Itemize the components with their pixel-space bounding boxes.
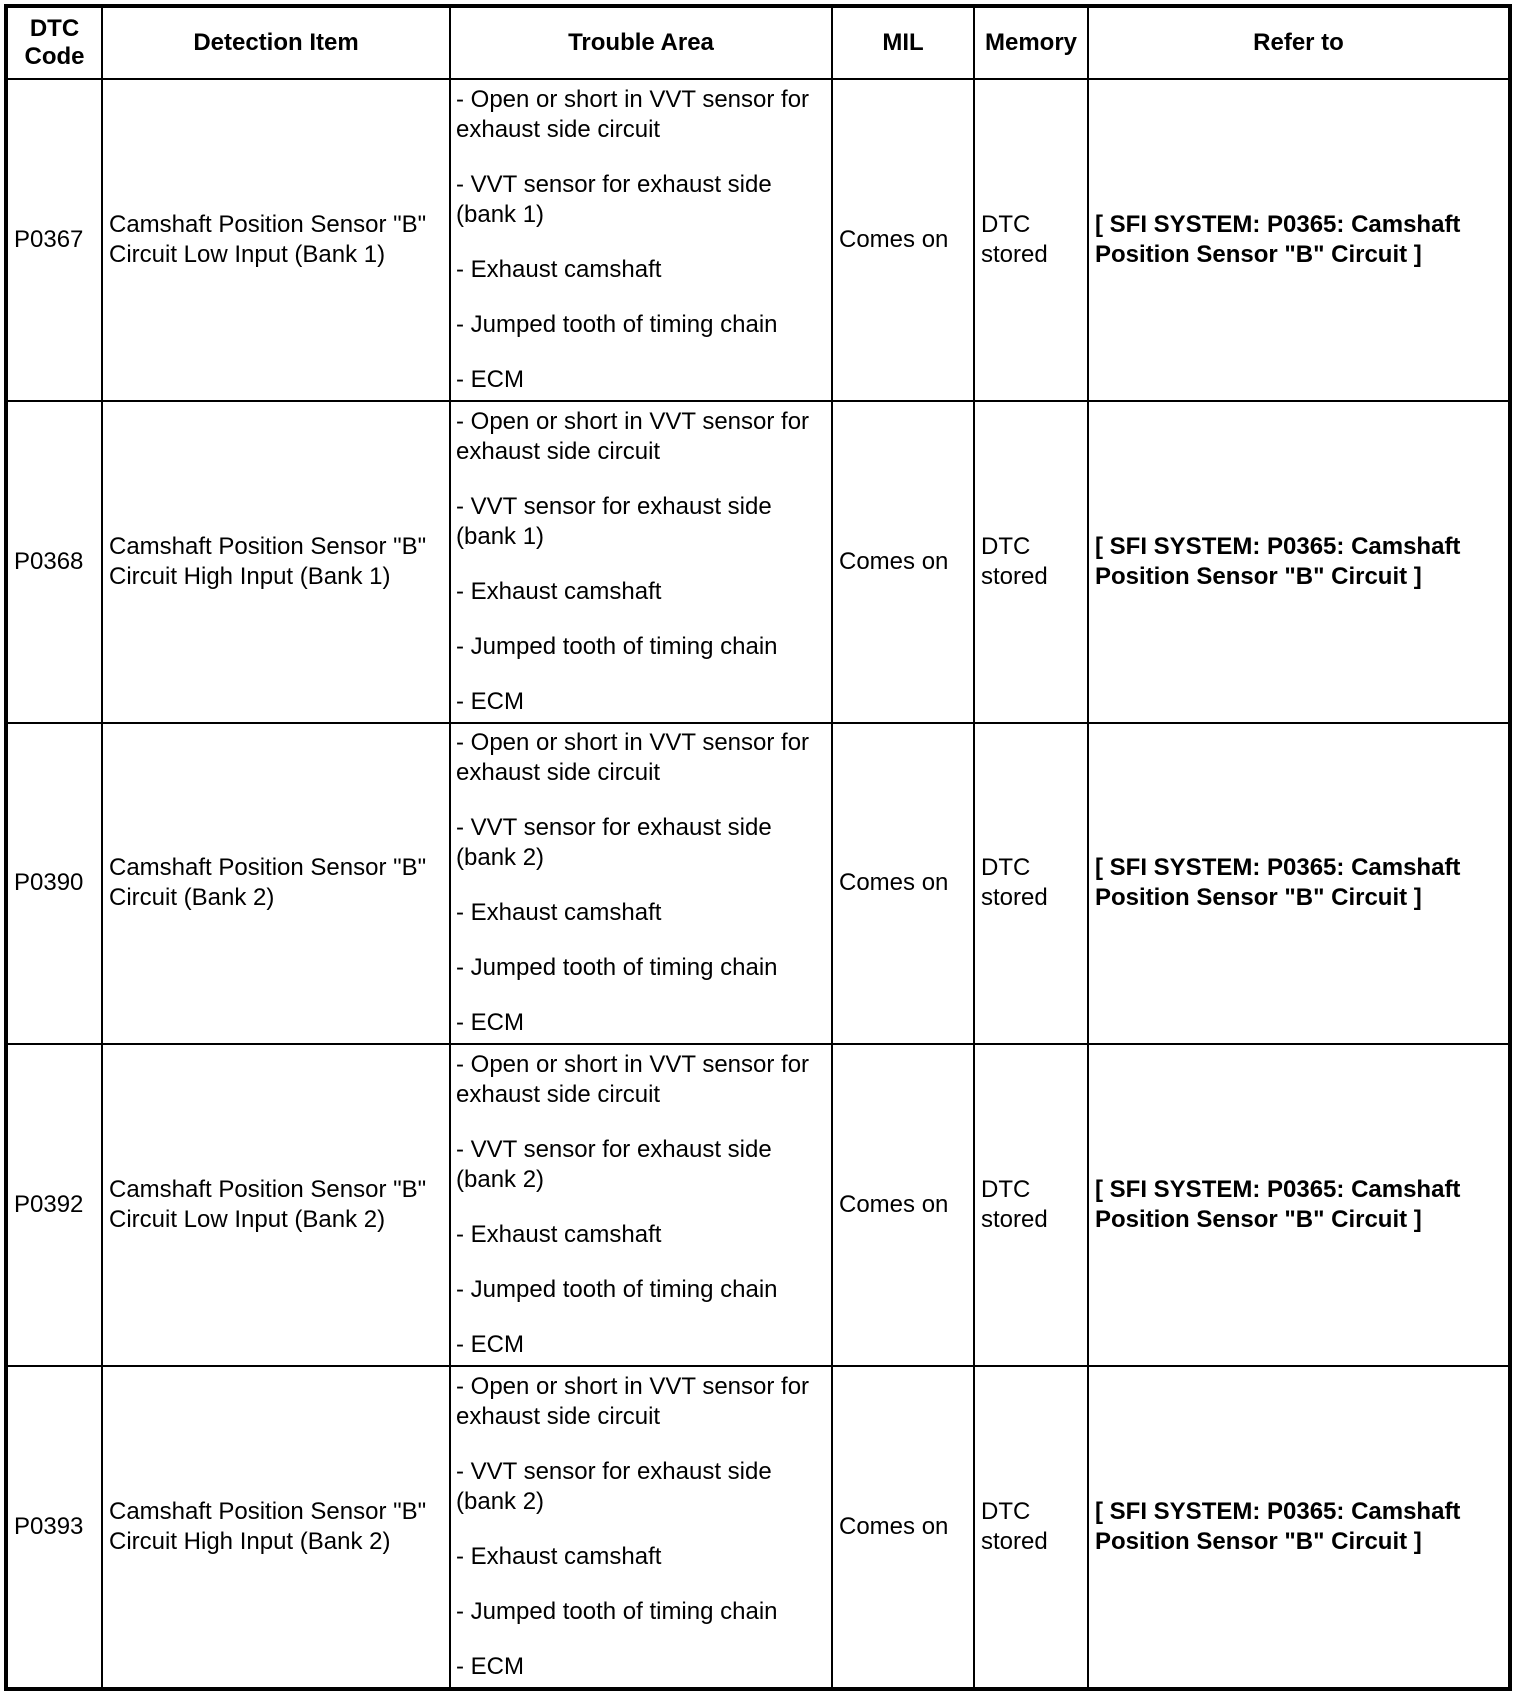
memory-cell: DTC stored [974,1044,1088,1366]
table-row [7,79,1509,401]
refer-to-link[interactable]: [ SFI SYSTEM: P0365: Camshaft Position Sensor "B" Circuit ] [1088,1366,1509,1688]
trouble-area-item: - Jumped tooth of timing chain [456,1598,778,1626]
dtc-code-cell: P0392 [7,1044,102,1366]
header-mil: MIL [832,7,974,79]
table-row [7,723,1509,1045]
trouble-area-item: - VVT sensor for exhaust side (bank 2) [456,1136,772,1194]
header-detection-item: Detection Item [102,7,450,79]
trouble-area-item: - Jumped tooth of timing chain [456,632,778,660]
header-dtc-code: DTC Code [7,7,102,79]
trouble-area-item: - VVT sensor for exhaust side (bank 2) [456,1458,772,1516]
table-row [7,1366,1509,1688]
trouble-area-item: - ECM [456,1331,524,1359]
memory-cell: DTC stored [974,79,1088,401]
dtc-code-cell: P0393 [7,1366,102,1688]
trouble-area-item: - VVT sensor for exhaust side (bank 1) [456,170,772,228]
trouble-area-item: - Exhaust camshaft [456,577,662,605]
trouble-area-item: - Open or short in VVT sensor for exhaust side circuit [456,85,810,143]
trouble-area-item: - ECM [456,687,524,715]
trouble-area-cell [450,723,832,1045]
trouble-area-cell [450,1366,832,1688]
trouble-area-item: - Jumped tooth of timing chain [456,1276,778,1304]
trouble-area-item: - Open or short in VVT sensor for exhaust side circuit [456,1373,810,1431]
memory-cell: DTC stored [974,401,1088,723]
dtc-code-cell: P0368 [7,401,102,723]
memory-cell: DTC stored [974,1366,1088,1688]
trouble-area-item: - ECM [456,1009,524,1037]
dtc-table [6,6,1510,1689]
trouble-area-cell [450,1044,832,1366]
table-row [7,1044,1509,1366]
header-refer-to: Refer to [1088,7,1509,79]
mil-cell: Comes on [832,1044,974,1366]
trouble-area-item: - Exhaust camshaft [456,1543,662,1571]
refer-to-link[interactable]: [ SFI SYSTEM: P0365: Camshaft Position Sensor "B" Circuit ] [1088,1044,1509,1366]
mil-cell: Comes on [832,1366,974,1688]
trouble-area-item: - Jumped tooth of timing chain [456,954,778,982]
mil-cell: Comes on [832,723,974,1045]
refer-to-link[interactable]: [ SFI SYSTEM: P0365: Camshaft Position Sensor "B" Circuit ] [1088,723,1509,1045]
dtc-code-cell: P0367 [7,79,102,401]
trouble-area-item: - Exhaust camshaft [456,255,662,283]
header-memory: Memory [974,7,1088,79]
trouble-area-cell [450,79,832,401]
trouble-area-item: - ECM [456,1653,524,1681]
header-row [7,7,1509,79]
detection-item-cell: Camshaft Position Sensor "B" Circuit High Input (Bank 2) [102,1366,450,1688]
detection-item-cell: Camshaft Position Sensor "B" Circuit Low Input (Bank 1) [102,79,450,401]
trouble-area-item: - Open or short in VVT sensor for exhaust side circuit [456,1051,810,1109]
detection-item-cell: Camshaft Position Sensor "B" Circuit (Bank 2) [102,723,450,1045]
mil-cell: Comes on [832,79,974,401]
mil-cell: Comes on [832,401,974,723]
trouble-area-item: - VVT sensor for exhaust side (bank 1) [456,492,772,550]
dtc-code-cell: P0390 [7,723,102,1045]
header-trouble-area: Trouble Area [450,7,832,79]
refer-to-link[interactable]: [ SFI SYSTEM: P0365: Camshaft Position Sensor "B" Circuit ] [1088,401,1509,723]
table-row [7,401,1509,723]
trouble-area-item: - Open or short in VVT sensor for exhaust side circuit [456,407,810,465]
trouble-area-item: - Open or short in VVT sensor for exhaust side circuit [456,729,810,787]
detection-item-cell: Camshaft Position Sensor "B" Circuit Low Input (Bank 2) [102,1044,450,1366]
trouble-area-item: - Exhaust camshaft [456,1221,662,1249]
trouble-area-cell [450,401,832,723]
trouble-area-item: - Exhaust camshaft [456,899,662,927]
refer-to-link[interactable]: [ SFI SYSTEM: P0365: Camshaft Position Sensor "B" Circuit ] [1088,79,1509,401]
memory-cell: DTC stored [974,723,1088,1045]
detection-item-cell: Camshaft Position Sensor "B" Circuit High Input (Bank 1) [102,401,450,723]
trouble-area-item: - Jumped tooth of timing chain [456,310,778,338]
trouble-area-item: - ECM [456,365,524,393]
trouble-area-item: - VVT sensor for exhaust side (bank 2) [456,814,772,872]
